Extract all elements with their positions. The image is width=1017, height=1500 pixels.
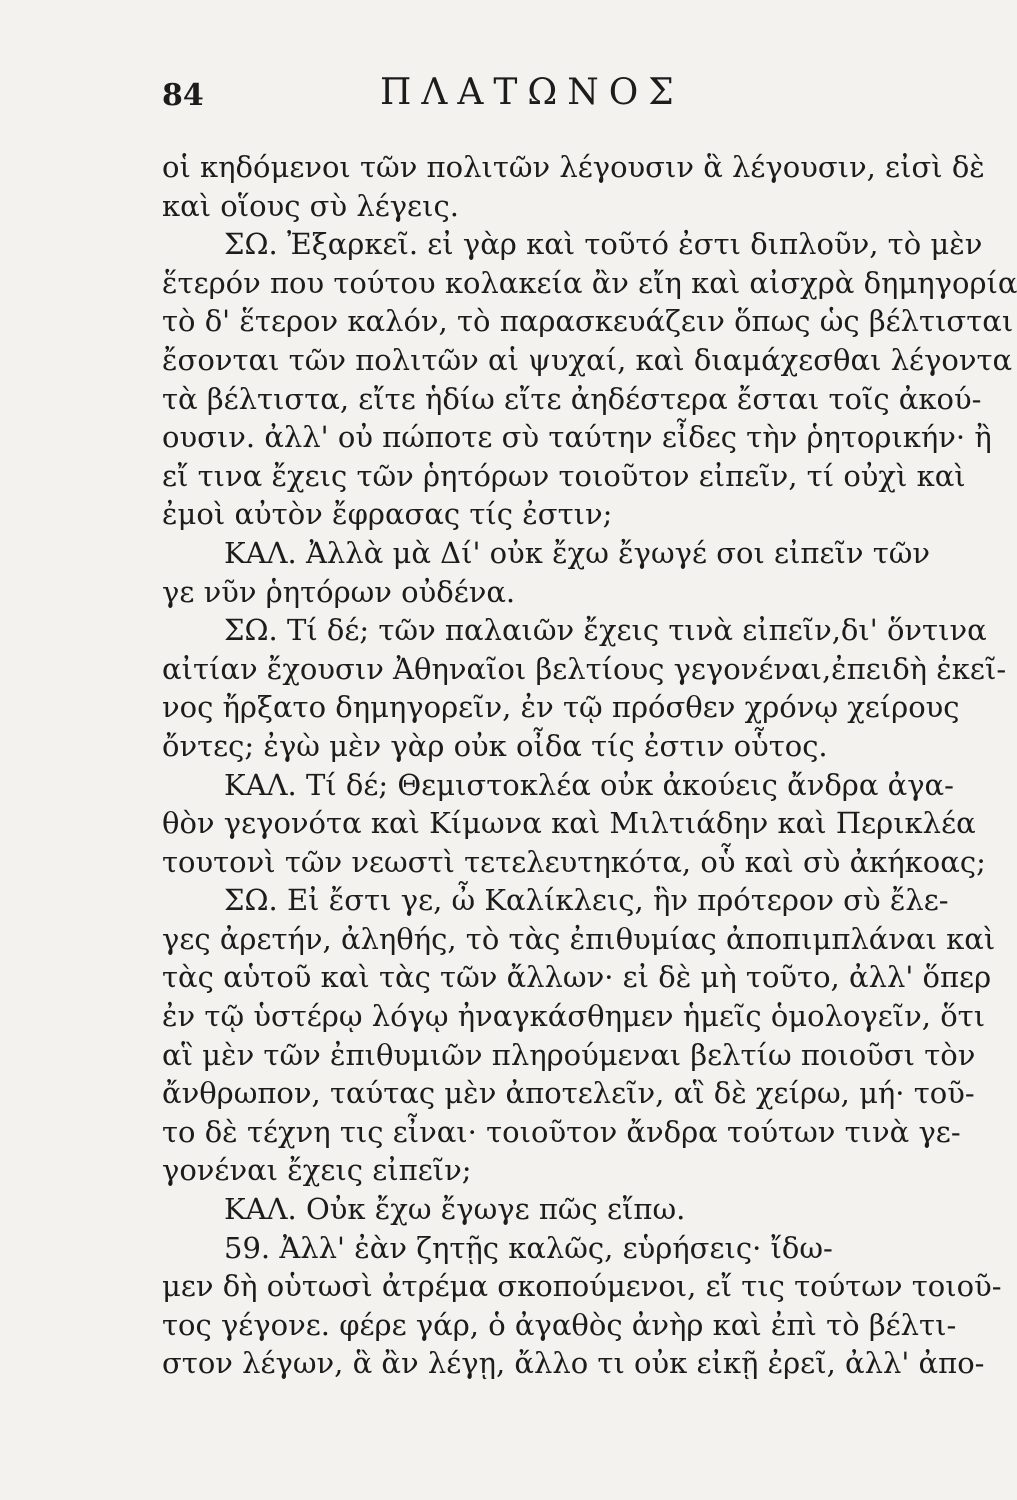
text-line: ὄντες; ἐγὼ μὲν γὰρ οὐκ οἶδα τίς ἐστιν οὗτος. (162, 728, 828, 763)
text-line: γονέναι ἔχεις εἰπεῖν; (162, 1153, 472, 1188)
text-line: ΚΑΛ. Ἀλλὰ μὰ Δί' οὐκ ἔχω ἔγωγέ σοι εἰπεῖν τῶν (224, 535, 931, 570)
running-title: ΠΛΑΤΩΝΟΣ (380, 72, 684, 113)
text-line: 59. Ἀλλ' ἐὰν ζητῇς καλῶς, εὑρήσεις· ἴδω- (224, 1230, 833, 1265)
text-line: εἴ τινα ἔχεις τῶν ῥητόρων τοιοῦτον εἰπεῖν, τί οὐχὶ καὶ (162, 458, 966, 493)
text-line: αἳ μὲν τῶν ἐπιθυμιῶν πληρούμεναι βελτίω ποιοῦσι τὸν (162, 1037, 976, 1072)
text-line: ἐν τῷ ὑστέρῳ λόγῳ ἠναγκάσθημεν ἡμεῖς ὁμολογεῖν, ὅτι (162, 999, 986, 1034)
text-line: τὸ δ' ἕτερον καλόν, τὸ παρασκευάζειν ὅπως ὡς βέλτισται (162, 304, 1014, 339)
text-line: ΚΑΛ. Οὐκ ἔχω ἔγωγε πῶς εἴπω. (224, 1192, 686, 1227)
text-line: θὸν γεγονότα καὶ Κίμωνα καὶ Μιλτιάδην καὶ Περικλέα (162, 806, 976, 841)
text-line: ἐμοὶ αὐτὸν ἔφρασας τίς ἐστιν; (162, 497, 613, 532)
text-line: καὶ οἵους σὺ λέγεις. (162, 188, 459, 223)
text-line: ΣΩ. Τί δέ; τῶν παλαιῶν ἔχεις τινὰ εἰπεῖν,δι' ὅντινα (224, 613, 987, 648)
text-line: γε νῦν ῥητόρων οὐδένα. (162, 574, 516, 609)
text-line: οἱ κηδόμενοι τῶν πολιτῶν λέγουσιν ἃ λέγουσιν, εἰσὶ δὲ (162, 150, 985, 184)
text-line: τὰ βέλτιστα, εἴτε ἡδίω εἴτε ἀηδέστερα ἔσται τοῖς ἀκού- (162, 381, 982, 416)
text-line: ἕτερόν που τούτου κολακεία ἂν εἴη καὶ αἰσχρὰ δημηγορία (162, 265, 1017, 300)
text-line: ουσιν. ἀλλ' οὐ πώποτε σὺ ταύτην εἶδες τὴν ῥητορικήν· ἢ (162, 420, 992, 455)
text-line: αἰτίαν ἔχουσιν Ἀθηναῖοι βελτίους γεγονέναι,ἐπειδὴ ἐκεῖ- (162, 651, 1007, 686)
text-line: νος ἤρξατο δημηγορεῖν, ἐν τῷ πρόσθεν χρόνῳ χείρους (162, 690, 960, 725)
text-line: τος γέγονε. φέρε γάρ, ὁ ἀγαθὸς ἀνὴρ καὶ ἐπὶ τὸ βέλτι- (162, 1307, 957, 1342)
text-line: μεν δὴ οὑτωσὶ ἀτρέμα σκοπούμενοι, εἴ τις τούτων τοιοῦ- (162, 1269, 1002, 1304)
text-line: ἄνθρωπον, ταύτας μὲν ἀποτελεῖν, αἳ δὲ χείρω, μή· τοῦ- (162, 1076, 975, 1111)
text-line: γες ἀρετήν, ἀληθής, τὸ τὰς ἐπιθυμίας ἀποπιμπλάναι καὶ (162, 921, 996, 956)
text-line: ΚΑΛ. Τί δέ; Θεμιστοκλέα οὐκ ἀκούεις ἄνδρα ἀγα- (224, 767, 954, 802)
page-number: 84 (162, 78, 204, 113)
text-line: τουτονὶ τῶν νεωστὶ τετελευτηκότα, οὗ καὶ σὺ ἀκήκοας; (162, 844, 986, 879)
text-line: το δὲ τέχνη τις εἶναι· τοιοῦτον ἄνδρα τούτων τινὰ γε- (162, 1114, 961, 1149)
text-line: ΣΩ. Ἐξαρκεῖ. εἰ γὰρ καὶ τοῦτό ἐστι διπλοῦν, τὸ μὲν (224, 227, 983, 262)
text-line: στον λέγων, ἃ ἂν λέγῃ, ἄλλο τι οὐκ εἰκῇ ἐρεῖ, ἀλλ' ἀπο- (162, 1346, 985, 1381)
text-line: τὰς αὑτοῦ καὶ τὰς τῶν ἄλλων· εἰ δὲ μὴ τοῦτο, ἀλλ' ὅπερ (162, 960, 992, 995)
body-text (162, 148, 1017, 1383)
text-line: ΣΩ. Εἰ ἔστι γε, ὦ Καλίκλεις, ἣν πρότερον σὺ ἔλε- (224, 883, 949, 918)
text-line: ἔσονται τῶν πολιτῶν αἱ ψυχαί, καὶ διαμάχεσθαι λέγοντα (162, 342, 1013, 377)
